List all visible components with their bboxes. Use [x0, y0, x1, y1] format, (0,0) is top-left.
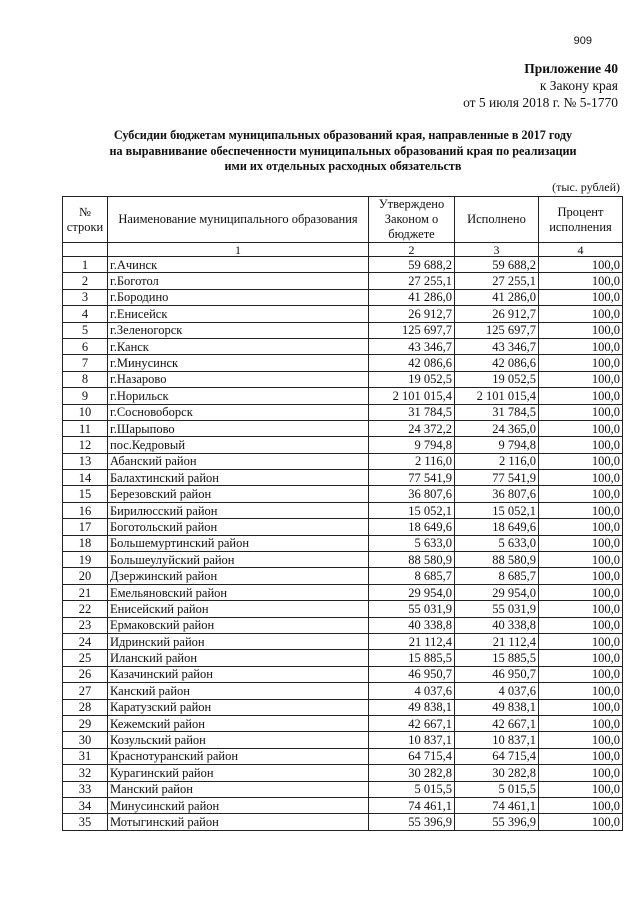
table-row	[63, 765, 623, 781]
execution-percent: 100,0	[539, 633, 623, 649]
municipality-name: Краснотуранский район	[108, 748, 369, 764]
executed-amount: 55 031,9	[455, 601, 539, 617]
row-number: 7	[63, 355, 108, 371]
table-row	[63, 470, 623, 486]
table-row	[63, 437, 623, 453]
appendix-date: от 5 июля 2018 г. № 5-1770	[463, 95, 618, 110]
execution-percent: 100,0	[539, 699, 623, 715]
approved-amount: 19 052,5	[369, 371, 455, 387]
municipality-name: г.Назарово	[108, 371, 369, 387]
execution-percent: 100,0	[539, 552, 623, 568]
execution-percent: 100,0	[539, 617, 623, 633]
executed-amount: 9 794,8	[455, 437, 539, 453]
municipality-name: Кежемский район	[108, 715, 369, 731]
header-row-number: № строки	[63, 197, 108, 243]
municipality-name: Большемуртинский район	[108, 535, 369, 551]
approved-amount: 77 541,9	[369, 470, 455, 486]
column-number: 3	[455, 243, 539, 257]
table-row	[63, 699, 623, 715]
table-row	[63, 519, 623, 535]
municipality-name: Казачинский район	[108, 666, 369, 682]
execution-percent: 100,0	[539, 732, 623, 748]
appendix-reference	[463, 60, 618, 111]
approved-amount: 24 372,2	[369, 420, 455, 436]
approved-amount: 2 101 015,4	[369, 388, 455, 404]
execution-percent: 100,0	[539, 306, 623, 322]
approved-amount: 46 950,7	[369, 666, 455, 682]
execution-percent: 100,0	[539, 338, 623, 354]
approved-amount: 18 649,6	[369, 519, 455, 535]
approved-amount: 43 346,7	[369, 338, 455, 354]
table-body	[63, 257, 623, 831]
execution-percent: 100,0	[539, 715, 623, 731]
table-row	[63, 732, 623, 748]
approved-amount: 59 688,2	[369, 257, 455, 273]
municipality-name: Каратузский район	[108, 699, 369, 715]
row-number: 29	[63, 715, 108, 731]
table-row	[63, 568, 623, 584]
execution-percent: 100,0	[539, 683, 623, 699]
execution-percent: 100,0	[539, 650, 623, 666]
execution-percent: 100,0	[539, 388, 623, 404]
row-number: 30	[63, 732, 108, 748]
column-number	[63, 243, 108, 257]
table-row	[63, 715, 623, 731]
executed-amount: 31 784,5	[455, 404, 539, 420]
execution-percent: 100,0	[539, 601, 623, 617]
table-row	[63, 355, 623, 371]
row-number: 26	[63, 666, 108, 682]
header-percent: Процент исполнения	[539, 197, 623, 243]
table-row	[63, 814, 623, 830]
municipality-name: г.Канск	[108, 338, 369, 354]
subsidies-table	[62, 196, 623, 831]
row-number: 17	[63, 519, 108, 535]
approved-amount: 36 807,6	[369, 486, 455, 502]
row-number: 21	[63, 584, 108, 600]
table-row	[63, 420, 623, 436]
executed-amount: 5 015,5	[455, 781, 539, 797]
execution-percent: 100,0	[539, 355, 623, 371]
column-number: 1	[108, 243, 369, 257]
executed-amount: 2 101 015,4	[455, 388, 539, 404]
executed-amount: 46 950,7	[455, 666, 539, 682]
row-number: 2	[63, 273, 108, 289]
appendix-title: Приложение 40	[524, 61, 618, 76]
execution-percent: 100,0	[539, 748, 623, 764]
row-number: 24	[63, 633, 108, 649]
executed-amount: 64 715,4	[455, 748, 539, 764]
executed-amount: 41 286,0	[455, 289, 539, 305]
approved-amount: 30 282,8	[369, 765, 455, 781]
row-number: 23	[63, 617, 108, 633]
row-number: 4	[63, 306, 108, 322]
approved-amount: 42 667,1	[369, 715, 455, 731]
approved-amount: 5 015,5	[369, 781, 455, 797]
row-number: 9	[63, 388, 108, 404]
table-row	[63, 617, 623, 633]
municipality-name: Манский район	[108, 781, 369, 797]
table-row	[63, 338, 623, 354]
column-number-row	[63, 243, 623, 257]
table-row	[63, 666, 623, 682]
row-number: 12	[63, 437, 108, 453]
municipality-name: Балахтинский район	[108, 470, 369, 486]
document-title	[60, 128, 626, 175]
executed-amount: 15 052,1	[455, 502, 539, 518]
execution-percent: 100,0	[539, 437, 623, 453]
table-row	[63, 797, 623, 813]
approved-amount: 42 086,6	[369, 355, 455, 371]
header-executed: Исполнено	[455, 197, 539, 243]
municipality-name: Абанский район	[108, 453, 369, 469]
row-number: 15	[63, 486, 108, 502]
execution-percent: 100,0	[539, 322, 623, 338]
execution-percent: 100,0	[539, 289, 623, 305]
municipality-name: г.Норильск	[108, 388, 369, 404]
approved-amount: 41 286,0	[369, 289, 455, 305]
municipality-name: Идринский район	[108, 633, 369, 649]
execution-percent: 100,0	[539, 470, 623, 486]
executed-amount: 49 838,1	[455, 699, 539, 715]
executed-amount: 42 667,1	[455, 715, 539, 731]
execution-percent: 100,0	[539, 519, 623, 535]
row-number: 27	[63, 683, 108, 699]
table-row	[63, 633, 623, 649]
execution-percent: 100,0	[539, 453, 623, 469]
table-row	[63, 552, 623, 568]
row-number: 13	[63, 453, 108, 469]
executed-amount: 24 365,0	[455, 420, 539, 436]
execution-percent: 100,0	[539, 502, 623, 518]
approved-amount: 15 052,1	[369, 502, 455, 518]
executed-amount: 29 954,0	[455, 584, 539, 600]
executed-amount: 125 697,7	[455, 322, 539, 338]
approved-amount: 125 697,7	[369, 322, 455, 338]
row-number: 11	[63, 420, 108, 436]
municipality-name: Иланский район	[108, 650, 369, 666]
table-row	[63, 322, 623, 338]
approved-amount: 4 037,6	[369, 683, 455, 699]
table-row	[63, 289, 623, 305]
approved-amount: 21 112,4	[369, 633, 455, 649]
header-municipality-name: Наименование муниципального образования	[108, 197, 369, 243]
execution-percent: 100,0	[539, 814, 623, 830]
row-number: 20	[63, 568, 108, 584]
approved-amount: 10 837,1	[369, 732, 455, 748]
row-number: 14	[63, 470, 108, 486]
row-number: 16	[63, 502, 108, 518]
approved-amount: 2 116,0	[369, 453, 455, 469]
table-row	[63, 650, 623, 666]
table-row	[63, 404, 623, 420]
municipality-name: Мотыгинский район	[108, 814, 369, 830]
row-number: 32	[63, 765, 108, 781]
title-line-1: Субсидии бюджетам муниципальных образований края, направленные в 2017 году	[113, 128, 573, 142]
approved-amount: 40 338,8	[369, 617, 455, 633]
executed-amount: 77 541,9	[455, 470, 539, 486]
execution-percent: 100,0	[539, 404, 623, 420]
page-number: 909	[573, 35, 592, 47]
municipality-name: г.Енисейск	[108, 306, 369, 322]
table-row	[63, 683, 623, 699]
row-number: 6	[63, 338, 108, 354]
municipality-name: Ермаковский район	[108, 617, 369, 633]
title-line-2: на выравнивание обеспеченности муниципальных образований края по реализации	[109, 143, 577, 158]
municipality-name: г.Сосновоборск	[108, 404, 369, 420]
row-number: 28	[63, 699, 108, 715]
execution-percent: 100,0	[539, 371, 623, 387]
column-number: 2	[369, 243, 455, 257]
table-row	[63, 584, 623, 600]
executed-amount: 18 649,6	[455, 519, 539, 535]
units-label: (тыс. рублей)	[552, 180, 620, 194]
appendix-law: к Закону края	[539, 78, 618, 93]
row-number: 33	[63, 781, 108, 797]
approved-amount: 29 954,0	[369, 584, 455, 600]
table-row	[63, 502, 623, 518]
table-row	[63, 257, 623, 273]
table-header-row	[63, 197, 623, 243]
row-number: 1	[63, 257, 108, 273]
municipality-name: Канский район	[108, 683, 369, 699]
approved-amount: 64 715,4	[369, 748, 455, 764]
row-number: 10	[63, 404, 108, 420]
municipality-name: г.Зеленогорск	[108, 322, 369, 338]
municipality-name: г.Боготол	[108, 273, 369, 289]
executed-amount: 55 396,9	[455, 814, 539, 830]
table-row	[63, 453, 623, 469]
row-number: 5	[63, 322, 108, 338]
executed-amount: 15 885,5	[455, 650, 539, 666]
municipality-name: Березовский район	[108, 486, 369, 502]
row-number: 31	[63, 748, 108, 764]
executed-amount: 88 580,9	[455, 552, 539, 568]
municipality-name: г.Ачинск	[108, 257, 369, 273]
executed-amount: 74 461,1	[455, 797, 539, 813]
execution-percent: 100,0	[539, 273, 623, 289]
municipality-name: г.Бородино	[108, 289, 369, 305]
approved-amount: 27 255,1	[369, 273, 455, 289]
row-number: 34	[63, 797, 108, 813]
executed-amount: 40 338,8	[455, 617, 539, 633]
approved-amount: 9 794,8	[369, 437, 455, 453]
municipality-name: Бирилюсский район	[108, 502, 369, 518]
executed-amount: 10 837,1	[455, 732, 539, 748]
table-row	[63, 306, 623, 322]
table-row	[63, 781, 623, 797]
municipality-name: Енисейский район	[108, 601, 369, 617]
municipality-name: Большеулуйский район	[108, 552, 369, 568]
executed-amount: 8 685,7	[455, 568, 539, 584]
executed-amount: 5 633,0	[455, 535, 539, 551]
table-row	[63, 371, 623, 387]
approved-amount: 8 685,7	[369, 568, 455, 584]
table-row	[63, 388, 623, 404]
table-row	[63, 601, 623, 617]
row-number: 25	[63, 650, 108, 666]
municipality-name: Курагинский район	[108, 765, 369, 781]
row-number: 8	[63, 371, 108, 387]
execution-percent: 100,0	[539, 781, 623, 797]
municipality-name: пос.Кедровый	[108, 437, 369, 453]
municipality-name: Боготольский район	[108, 519, 369, 535]
approved-amount: 31 784,5	[369, 404, 455, 420]
execution-percent: 100,0	[539, 584, 623, 600]
executed-amount: 26 912,7	[455, 306, 539, 322]
municipality-name: Козульский район	[108, 732, 369, 748]
execution-percent: 100,0	[539, 257, 623, 273]
executed-amount: 59 688,2	[455, 257, 539, 273]
table-row	[63, 486, 623, 502]
execution-percent: 100,0	[539, 535, 623, 551]
municipality-name: г.Минусинск	[108, 355, 369, 371]
execution-percent: 100,0	[539, 765, 623, 781]
approved-amount: 15 885,5	[369, 650, 455, 666]
municipality-name: Дзержинский район	[108, 568, 369, 584]
table-row	[63, 273, 623, 289]
executed-amount: 2 116,0	[455, 453, 539, 469]
table-row	[63, 535, 623, 551]
row-number: 19	[63, 552, 108, 568]
approved-amount: 55 031,9	[369, 601, 455, 617]
approved-amount: 74 461,1	[369, 797, 455, 813]
execution-percent: 100,0	[539, 568, 623, 584]
approved-amount: 26 912,7	[369, 306, 455, 322]
executed-amount: 42 086,6	[455, 355, 539, 371]
municipality-name: Минусинский район	[108, 797, 369, 813]
row-number: 18	[63, 535, 108, 551]
row-number: 22	[63, 601, 108, 617]
municipality-name: Емельяновский район	[108, 584, 369, 600]
execution-percent: 100,0	[539, 797, 623, 813]
approved-amount: 55 396,9	[369, 814, 455, 830]
executed-amount: 30 282,8	[455, 765, 539, 781]
approved-amount: 88 580,9	[369, 552, 455, 568]
executed-amount: 19 052,5	[455, 371, 539, 387]
executed-amount: 4 037,6	[455, 683, 539, 699]
executed-amount: 43 346,7	[455, 338, 539, 354]
row-number: 35	[63, 814, 108, 830]
municipality-name: г.Шарыпово	[108, 420, 369, 436]
approved-amount: 5 633,0	[369, 535, 455, 551]
executed-amount: 36 807,6	[455, 486, 539, 502]
table-row	[63, 748, 623, 764]
execution-percent: 100,0	[539, 420, 623, 436]
execution-percent: 100,0	[539, 486, 623, 502]
column-number: 4	[539, 243, 623, 257]
execution-percent: 100,0	[539, 666, 623, 682]
executed-amount: 27 255,1	[455, 273, 539, 289]
header-approved: Утверждено Законом о бюджете	[369, 197, 455, 243]
title-line-3: ими их отдельных расходных обязательств	[224, 159, 462, 173]
approved-amount: 49 838,1	[369, 699, 455, 715]
row-number: 3	[63, 289, 108, 305]
executed-amount: 21 112,4	[455, 633, 539, 649]
